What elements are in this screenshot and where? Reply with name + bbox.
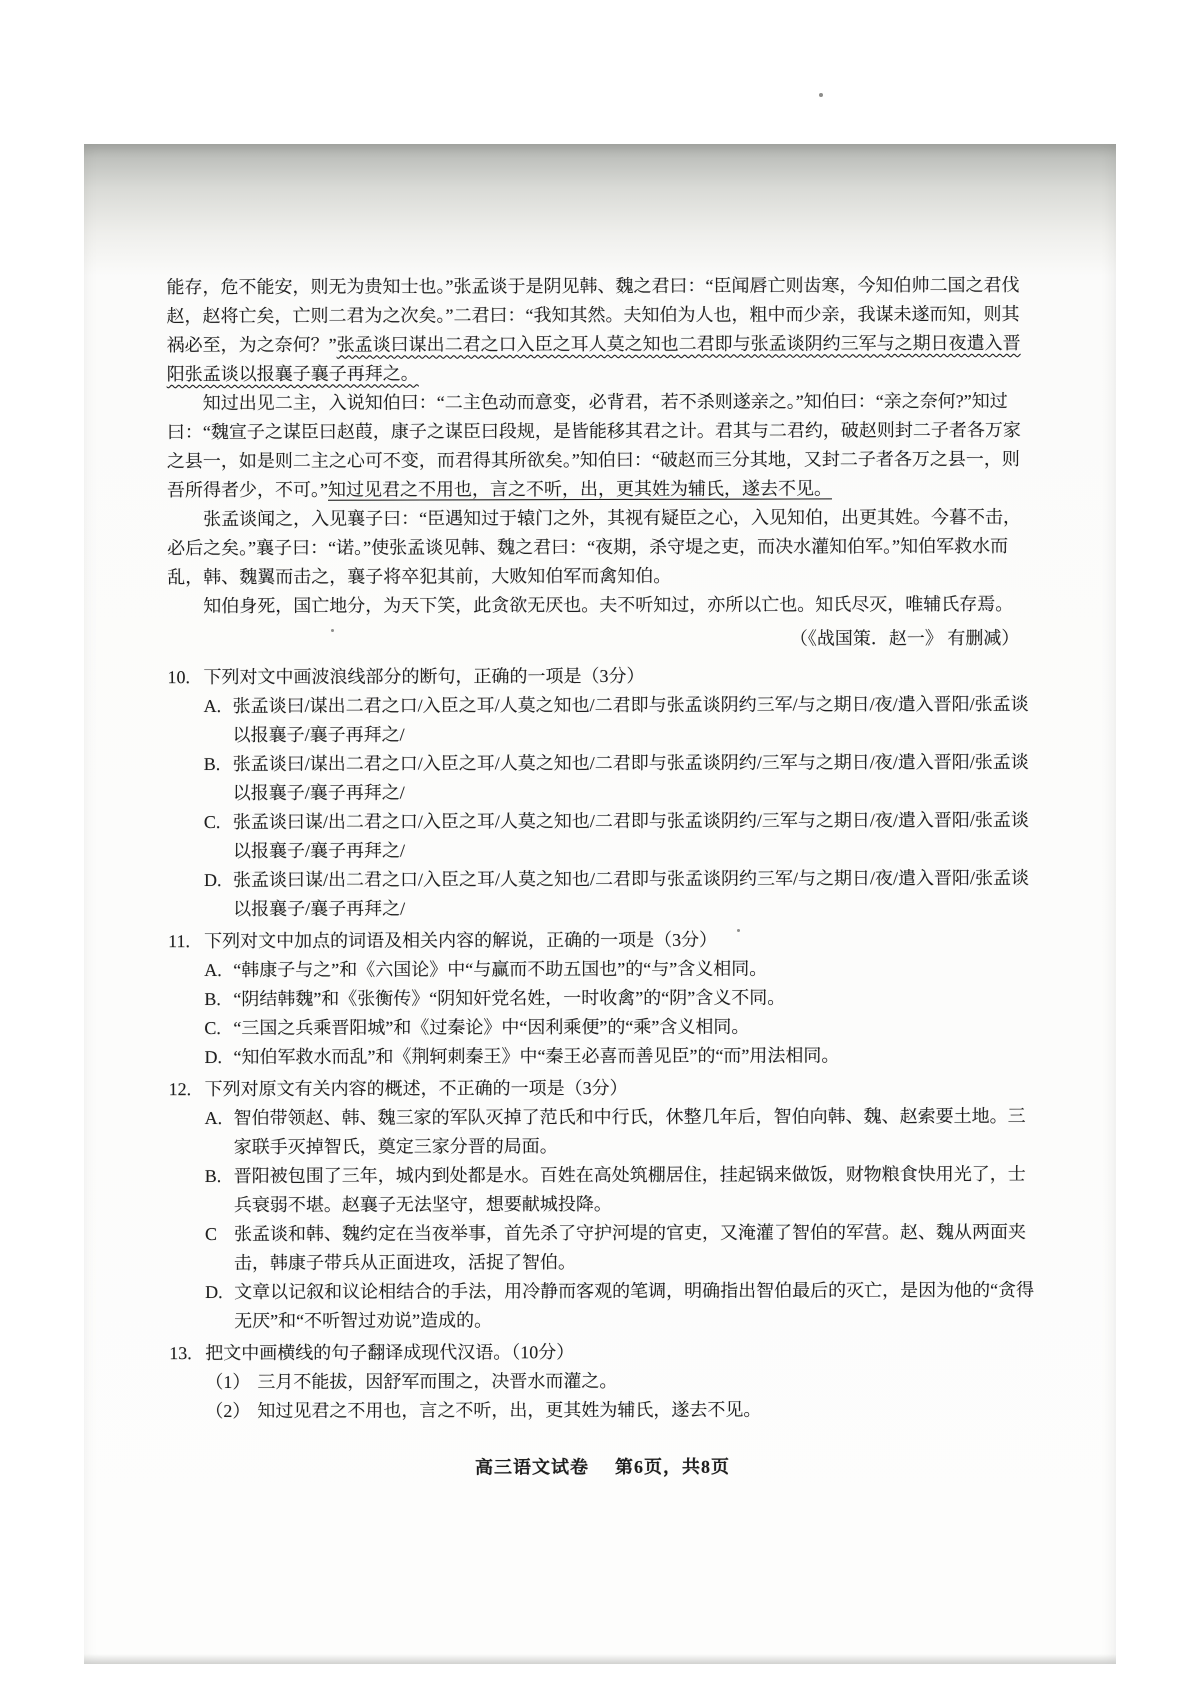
footer-page-number: 第6页，共8页 (615, 1456, 731, 1477)
footer-exam-title: 高三语文试卷 (475, 1457, 590, 1478)
question-number: 11. (168, 931, 191, 952)
passage-text: 能存，危不能安，则无为贵知士也。”张孟谈于是阴见韩、魏之君曰：“臣闻唇亡则齿寒，今知伯帅二国之君伐赵，赵将亡矣，亡则二君为之次矣。”二君曰：“我知其然。夫知伯为人也，粗中而少亲，我谋未遂而知，则其祸必至，为之奈何？” (166, 274, 1020, 356)
option-text: 张孟谈曰谋/出二君之口/入臣之耳/人莫之知也/二君即与张孟谈阴约三军/与之期日/夜/遣入晋阳/张孟谈以报襄子/襄子再拜之/ (232, 867, 1030, 919)
option-label: D. (203, 869, 222, 891)
option-text: 文章以记叙和议论相结合的手法，用冷静而客观的笔调，明确指出智伯最后的灭亡，是因为他的“贪得无厌”和“不听智过劝说”造成的。 (234, 1279, 1035, 1331)
passage-wavy-underlined-text: 张孟谈曰谋出二君之口入臣之耳人莫之知也二君即与张孟谈阴约三军与之期日夜遣入晋阳张孟谈以报襄子襄子再拜之。 (166, 332, 1021, 385)
item-text: 知过见君之不用也，言之不听，出，更其姓为辅氏，遂去不见。 (257, 1399, 762, 1421)
question-11-option-b (204, 983, 1034, 1014)
option-label: C. (203, 811, 221, 833)
passage-underlined-text: 知过见君之不用也，言之不听，出，更其姓为辅氏，遂去不见。 (327, 478, 833, 500)
question-stem (168, 925, 1034, 956)
option-label: D. (205, 1281, 223, 1303)
scan-speck (331, 629, 334, 632)
question-stem (169, 1337, 1035, 1368)
question-stem-text: 下列对文中加点的词语及相关内容的解说，正确的一项是（3分） (204, 929, 718, 952)
page-content (166, 271, 1035, 1483)
question-10-option-c (204, 806, 1034, 866)
option-label: A. (203, 695, 222, 717)
question-11 (168, 925, 1034, 1072)
option-text: 张孟谈曰谋/出二君之口/入臣之耳/人莫之知也/二君即与张孟谈阴约/三军与之期日/夜/遣入晋阳/张孟谈以报襄子/襄子再拜之/ (232, 809, 1029, 861)
item-label: （2） (205, 1400, 251, 1422)
question-stem-text: 下列对原文有关内容的概述，不正确的一项是（3分） (204, 1077, 628, 1100)
question-12-option-a (205, 1102, 1035, 1162)
scan-speck (737, 929, 740, 932)
question-11-option-d (204, 1041, 1034, 1072)
option-text: 智伯带领赵、韩、魏三家的军队灭掉了范氏和中行氏，休整几年后，智伯向韩、魏、赵索要土地。三家联手灭掉智氏，奠定三家分晋的局面。 (233, 1105, 1026, 1157)
question-number: 13. (169, 1343, 192, 1364)
question-stem (167, 661, 1033, 692)
passage-paragraph-1 (166, 271, 1032, 389)
option-text: 晋阳被包围了三年，城内到处都是水。百姓在高处筑棚居住，挂起锅来做饭，财物粮食快用光了，士兵衰弱不堪。赵襄子无法坚守，想要献城投降。 (233, 1163, 1026, 1215)
option-label: B. (204, 988, 221, 1010)
question-stem (169, 1073, 1035, 1104)
question-number: 12. (168, 1079, 192, 1100)
question-10-option-d (204, 864, 1034, 924)
option-text: 张孟谈和韩、魏约定在当夜举事，首先杀了守护河堤的官吏，又淹灌了智伯的军营。赵、魏从两面夹击，韩康子带兵从正面进攻，活捉了智伯。 (233, 1221, 1026, 1273)
question-10-option-b (204, 748, 1034, 808)
passage-source-attribution: （《战国策．赵一》 有删减） (789, 627, 1020, 649)
item-label: （1） (205, 1371, 251, 1393)
option-label: A. (204, 959, 222, 981)
option-label: D. (204, 1046, 222, 1068)
option-label: C. (204, 1017, 221, 1039)
question-12-option-c (205, 1218, 1035, 1278)
question-13-sentence-1 (205, 1366, 1035, 1397)
option-text: 张孟谈曰/谋出二君之口/入臣之耳/人莫之知也/二君即与张孟谈阴约三军/与之期日/夜/遣入晋阳/张孟谈以报襄子/襄子再拜之/ (232, 693, 1029, 745)
passage-paragraph-2 (167, 387, 1033, 505)
question-12 (169, 1073, 1036, 1336)
question-stem-text: 下列对文中画波浪线部分的断句，正确的一项是（3分） (203, 665, 645, 688)
question-13-sentence-2 (205, 1395, 1035, 1426)
passage-paragraph-3 (167, 503, 1033, 592)
item-text: 三月不能拔，因舒军而围之，决晋水而灌之。 (257, 1370, 618, 1392)
question-12-option-d (205, 1276, 1035, 1336)
option-label: B. (204, 1165, 222, 1187)
question-10 (167, 661, 1034, 924)
question-13 (169, 1337, 1035, 1426)
option-text: “知伯军救水而乱”和《荆轲刺秦王》中“秦王必喜而善见臣”的“而”用法相同。 (233, 1045, 840, 1067)
page-footer (170, 1452, 1036, 1483)
passage-text: 知过出见二主，入说知伯曰：“二主色动而意变，必背君，若不杀则遂亲之。”知伯曰：“亲之奈何?”知过曰：“魏宣子之谋臣曰赵葭，康子之谋臣曰段规，是皆能移其君之计。君其与二君约，破赵则封二子者各万家之县一，如是则二主之心可不变，而君得其所欲矣。”知伯曰：“破赵而三分其地，又封二子者各万之县一，则吾所得者少，不可。” (166, 390, 1021, 501)
option-text: “韩康子与之”和《六国论》中“与赢而不助五国也”的“与”含义相同。 (233, 958, 768, 980)
question-10-option-a (204, 690, 1034, 750)
passage-text: 知伯身死，国亡地分，为天下笑，此贪欲无厌也。夫不听知过，亦所以亡也。知氏尽灭，唯辅氏存焉。 (203, 593, 1014, 617)
option-label: C (204, 1224, 217, 1245)
scanned-exam-page (84, 144, 1116, 1664)
option-label: B. (203, 753, 221, 775)
question-number: 10. (167, 667, 191, 688)
option-text: 张孟谈曰/谋出二君之口/入臣之耳/人莫之知也/二君即与张孟谈阴约/三军与之期日/夜/遣入晋阳/张孟谈以报襄子/襄子再拜之/ (232, 751, 1029, 803)
question-stem-text: 把文中画横线的句子翻译成现代汉语。（10分） (205, 1342, 575, 1364)
option-text: “三国之兵乘晋阳城”和《过秦论》中“因利乘便”的“乘”含义相同。 (233, 1016, 750, 1038)
option-label: A. (204, 1107, 223, 1129)
scan-speck (819, 93, 823, 97)
option-text: “阴结韩魏”和《张衡传》“阴知奸党名姓，一时收禽”的“阴”含义不同。 (233, 987, 786, 1009)
question-11-option-c (204, 1012, 1034, 1043)
passage-paragraph-4 (167, 590, 1033, 621)
passage-text: 张孟谈闻之，入见襄子曰：“臣遇知过于辕门之外，其视有疑臣之心，入见知伯，出更其姓。今暮不击，必后之矣。”襄子曰：“诺。”使张孟谈见韩、魏之君曰：“夜期，杀守堤之吏，而决水灌知伯军。”知伯军救水而乱，韩、魏翼而击之，襄子将卒犯其前，大败知伯军而禽知伯。 (167, 506, 1022, 588)
question-12-option-b (205, 1160, 1035, 1220)
question-11-option-a (204, 954, 1034, 985)
